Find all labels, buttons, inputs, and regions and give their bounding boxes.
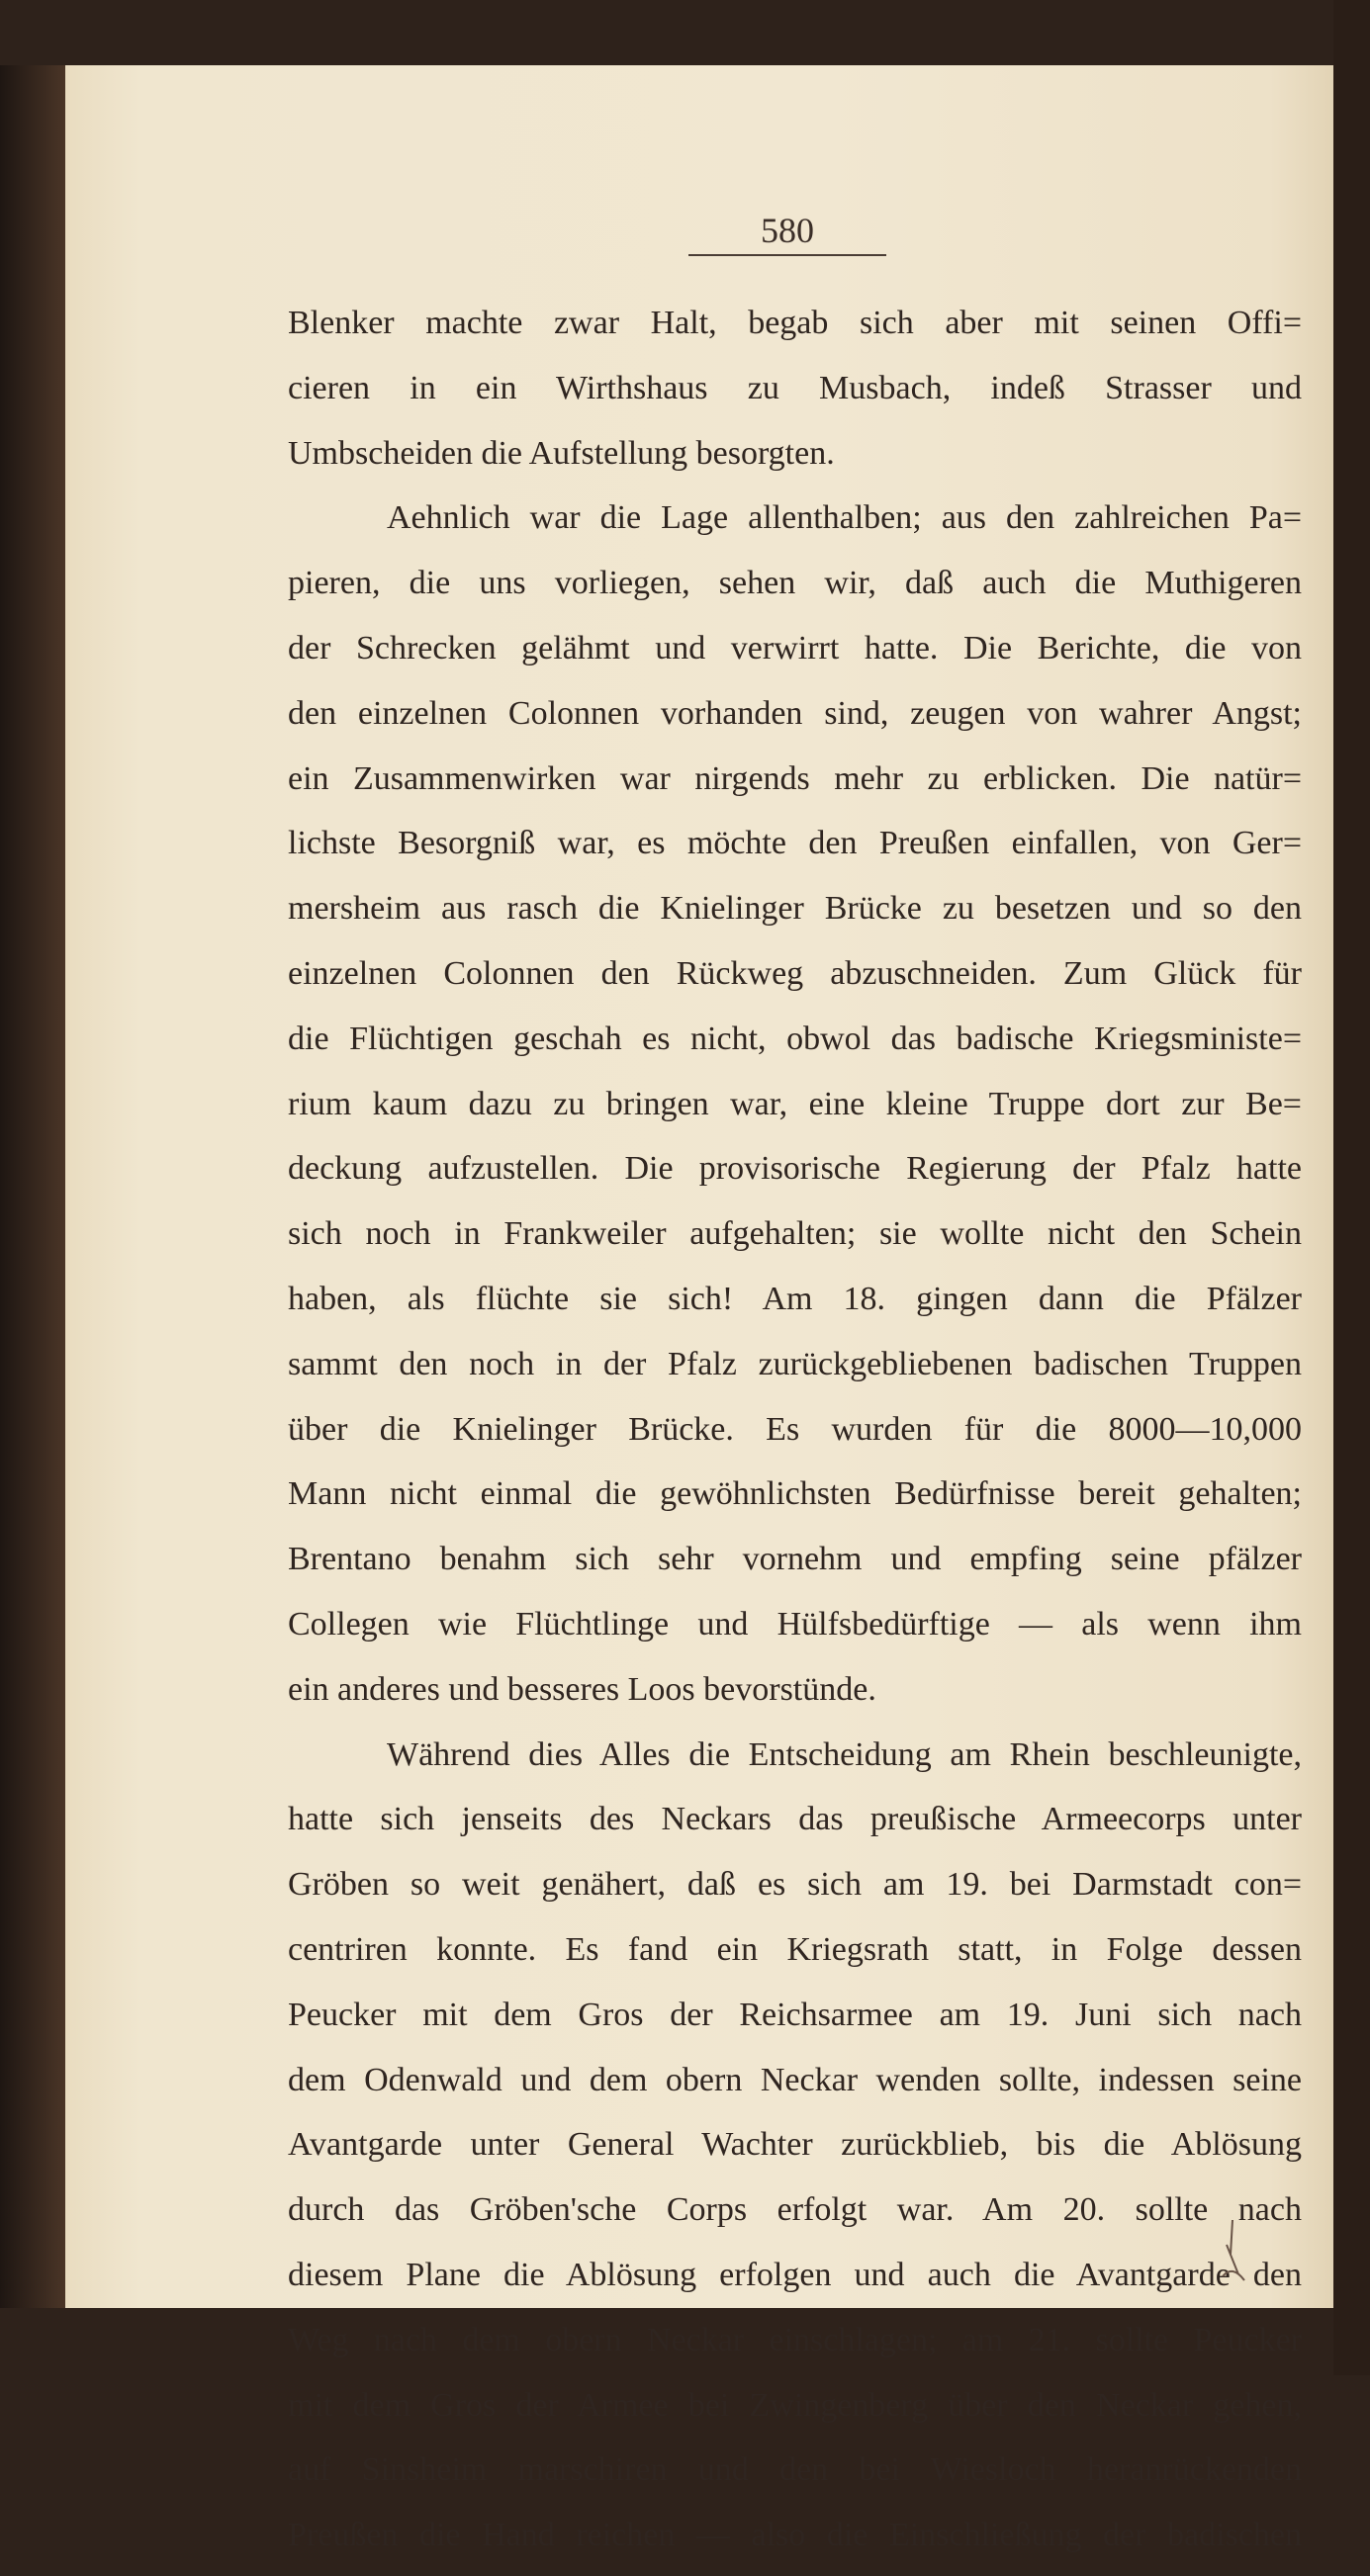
text-line: sich noch in Frankweiler aufgehalten; sie wollte nicht den Schein: [288, 1215, 1302, 1253]
text-line: Collegen wie Flüchtlinge und Hülfsbedürftige — als wenn ihm: [288, 1605, 1302, 1643]
text-line: dem Odenwald und dem obern Neckar wenden sollte, indessen seine: [288, 2061, 1302, 2098]
text-line: rium kaum dazu zu bringen war, eine kleine Truppe dort zur Be=: [288, 1085, 1302, 1122]
text-line: pieren, die uns vorliegen, sehen wir, daß auch die Muthigeren: [288, 565, 1302, 602]
text-line: ein Zusammenwirken war nirgends mehr zu erblicken. Die natür=: [288, 759, 1302, 797]
text-line: haben, als flüchte sie sich! Am 18. gingen dann die Pfälzer: [288, 1280, 1302, 1317]
body-text: [288, 299, 1302, 2576]
text-line: Preußen die Hand reichen — also die Einschließung der badischen: [288, 2517, 1302, 2554]
text-line: die Flüchtigen geschah es nicht, obwol das badische Kriegsministe=: [288, 1020, 1302, 1057]
text-line: cieren in ein Wirthshaus zu Musbach, indeß Strasser und: [288, 369, 1302, 406]
text-line: Gröben so weit genähert, daß es sich am 19. bei Darmstadt con=: [288, 1866, 1302, 1904]
text-line: Mann nicht einmal die gewöhnlichsten Bedürfnisse bereit gehalten;: [288, 1475, 1302, 1513]
scan-border-right: [1333, 0, 1370, 2375]
text-line: deckung aufzustellen. Die provisorische Regierung der Pfalz hatte: [288, 1150, 1302, 1188]
text-line: der Schrecken gelähmt und verwirrt hatte. Die Berichte, die von: [288, 629, 1302, 666]
text-line: einzelnen Colonnen den Rückweg abzuschneiden. Zum Glück für: [288, 954, 1302, 992]
text-line: mersheim aus rasch die Knielinger Brücke zu besetzen und so den: [288, 890, 1302, 928]
text-line: über die Knielinger Brücke. Es wurden für die 8000—10,000: [288, 1410, 1302, 1448]
text-line: Blenker machte zwar Halt, begab sich aber mit seinen Offi=: [288, 305, 1302, 341]
text-line: centriren konnte. Es fand ein Kriegsrath statt, in Folge dessen: [288, 1930, 1302, 1968]
page-number: 580: [761, 211, 814, 250]
header-rule: [688, 254, 886, 256]
text-line: Umbscheiden die Aufstellung besorgten.: [288, 434, 835, 472]
text-line: diesem Plane die Ablösung erfolgen und auch die Avantgarde den: [288, 2256, 1302, 2293]
scan-border-left: [0, 65, 65, 2308]
text-line: hatte sich jenseits des Neckars das preußische Armeecorps unter: [288, 1801, 1302, 1838]
text-line: Avantgarde unter General Wachter zurückblieb, bis die Ablösung: [288, 2126, 1302, 2164]
text-line: lichste Besorgniß war, es möchte den Preußen einfallen, von Ger=: [288, 825, 1302, 862]
text-line: ein anderes und besseres Loos bevorstünde.: [288, 1670, 876, 1708]
text-line: durch das Gröben'sche Corps erfolgt war. Am 20. sollte nach: [288, 2191, 1302, 2229]
text-line: mit dem Gros der Armee bei Zwingenberg über den Neckar gehen,: [288, 2386, 1302, 2424]
text-line: Peucker mit dem Gros der Reichsarmee am 19. Juni sich nach: [288, 1996, 1302, 2033]
text-line: auf Sinsheim marschiren und den bei Wiesloch heranrückenden: [288, 2451, 1302, 2489]
text-line: Aehnlich war die Lage allenthalben; aus den zahlreichen Pa=: [387, 499, 1302, 537]
handwritten-mark: [1219, 2215, 1248, 2284]
text-line: Weg nach dem obern Neckar einschlagen; am 21. sollte Peucker: [288, 2321, 1302, 2358]
text-line: Während dies Alles die Entscheidung am Rhein beschleunigte,: [387, 1735, 1302, 1773]
text-line: Brentano benahm sich sehr vornehm und empfing seine pfälzer: [288, 1541, 1302, 1578]
text-line: sammt den noch in der Pfalz zurückgebliebenen badischen Truppen: [288, 1345, 1302, 1382]
text-line: den einzelnen Colonnen vorhanden sind, zeugen von wahrer Angst;: [288, 694, 1302, 732]
